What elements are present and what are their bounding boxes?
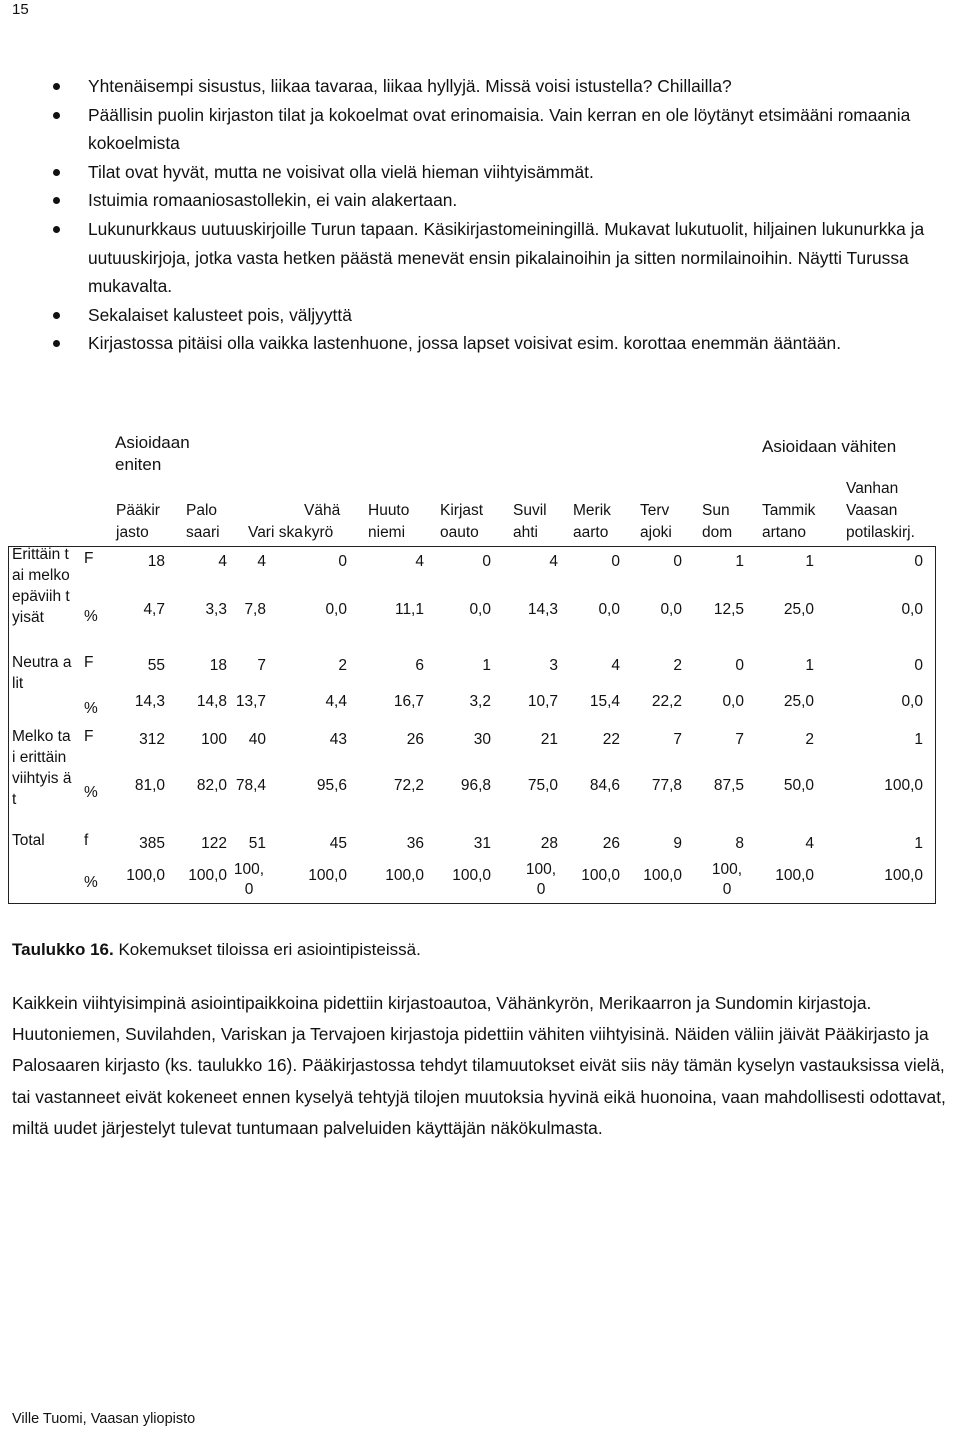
frequency-cell: 100 <box>201 731 227 748</box>
frequency-cell: 9 <box>673 835 682 852</box>
frequency-cell: 0 <box>338 553 347 570</box>
percent-cell: 78,4 <box>235 777 266 794</box>
percent-cell: 100,0 <box>884 867 923 884</box>
percent-cell: 100,0 <box>385 867 424 884</box>
label-least-visited: Asioidaan vähiten <box>762 437 897 456</box>
frequency-cell: 1 <box>805 657 814 674</box>
row-group-label: Erittäin tai melko epäviih tyisät <box>12 546 70 626</box>
caption-number: Taulukko 16. <box>12 940 114 959</box>
frequency-cell: 3 <box>549 657 558 674</box>
bullet-item: Tilat ovat hyvät, mutta ne voisivat olla vielä hieman viihtyisämmät. <box>50 158 950 187</box>
column-header: Suvil ahti <box>513 502 547 541</box>
frequency-cell: 2 <box>805 731 814 748</box>
frequency-cell: 8 <box>735 835 744 852</box>
unit-percent: % <box>84 700 98 717</box>
table-caption <box>12 940 421 960</box>
frequency-cell: 51 <box>248 835 266 852</box>
percent-cell: 25,0 <box>783 601 814 618</box>
body-paragraph: Kaikkein viihtyisimpinä asiointipaikkoina pidettiin kirjastoautoa, Vähänkyrön, Merikaarron ja Sundomin kirjastoja. Huutoniemen, Suvilahden, Variskan ja Tervajoen kirjastoja pidettiin vähiten viihtyisinä. Näiden väliin jäivät Pääkirjasto ja Palosaaren kirjasto (ks. taulukko 16). Pääkirjastossa tehdyt tilamuutokset eivät siis näy tämän kyselyn vastauksissa vielä, tai vastanneet eivät kokeneet ennen kyselyä tehtyjä tilojen muutoksia hyvinä eikä huonoina, vaan mahdollisesti odottavat, miltä uudet järjestelyt tulevat tuntumaan palveluiden käyttäjän näkökulmasta. <box>12 993 946 1138</box>
percent-cell: 100,0 <box>643 867 682 884</box>
column-header: Sun dom <box>702 502 733 541</box>
percent-cell: 100,0 <box>308 867 347 884</box>
percent-cell: 100, 0 <box>233 861 265 898</box>
percent-cell: 100,0 <box>884 777 923 794</box>
frequency-cell: 4 <box>611 657 620 674</box>
experience-table <box>8 424 936 908</box>
frequency-cell: 122 <box>201 835 227 852</box>
percent-cell: 81,0 <box>134 777 165 794</box>
percent-cell: 100, 0 <box>711 861 743 898</box>
row-group-label: Melko tai erittäin viihtyis ät <box>12 728 72 808</box>
percent-cell: 12,5 <box>713 601 744 618</box>
frequency-cell: 0 <box>611 553 620 570</box>
frequency-cell: 312 <box>139 731 165 748</box>
percent-cell: 14,3 <box>134 693 165 710</box>
percent-cell: 16,7 <box>393 693 424 710</box>
frequency-cell: 0 <box>914 657 923 674</box>
percent-cell: 0,0 <box>722 693 744 710</box>
frequency-cell: 4 <box>805 835 814 852</box>
percent-cell: 100,0 <box>452 867 491 884</box>
percent-cell: 3,3 <box>205 601 227 618</box>
bullet-item: Lukunurkkaus uutuuskirjoille Turun tapaan. Käsikirjastomeiningillä. Mukavat lukutuolit, hiljainen lukunurkka ja uutuuskirjoja, jotka vasta hetken päästä menevät ensin pikalainoihin ja sitten normilainoihin. Näytti Turussa mukavalta. <box>50 215 950 301</box>
frequency-cell: 26 <box>406 731 424 748</box>
frequency-cell: 1 <box>914 731 923 748</box>
bullet-item: Yhtenäisempi sisustus, liikaa tavaraa, liikaa hyllyjä. Missä voisi istustella? Chillailla? <box>50 72 950 101</box>
unit-frequency: F <box>84 654 94 671</box>
frequency-cell: 30 <box>473 731 491 748</box>
percent-cell: 0,0 <box>660 601 682 618</box>
unit-frequency: F <box>84 728 94 745</box>
frequency-cell: 385 <box>139 835 165 852</box>
column-header: Huuto niemi <box>368 502 410 541</box>
frequency-cell: 36 <box>406 835 424 852</box>
frequency-cell: 1 <box>735 553 744 570</box>
frequency-cell: 4 <box>218 553 227 570</box>
frequency-cell: 0 <box>735 657 744 674</box>
percent-cell: 72,2 <box>393 777 424 794</box>
frequency-cell: 40 <box>248 731 266 748</box>
percent-cell: 3,2 <box>469 693 491 710</box>
frequency-cell: 2 <box>338 657 347 674</box>
frequency-cell: 2 <box>673 657 682 674</box>
frequency-cell: 6 <box>415 657 424 674</box>
column-header: Vari ska <box>248 524 303 541</box>
percent-cell: 96,8 <box>460 777 491 794</box>
frequency-cell: 26 <box>602 835 620 852</box>
percent-cell: 14,8 <box>196 693 227 710</box>
percent-cell: 100,0 <box>126 867 165 884</box>
frequency-cell: 7 <box>735 731 744 748</box>
frequency-cell: 7 <box>257 657 266 674</box>
bullet-item: Kirjastossa pitäisi olla vaikka lastenhuone, jossa lapset voisivat esim. korottaa enemmän ääntään. <box>50 329 950 358</box>
percent-cell: 82,0 <box>196 777 227 794</box>
column-header: Palo saari <box>186 502 220 541</box>
percent-cell: 84,6 <box>589 777 620 794</box>
frequency-cell: 55 <box>147 657 165 674</box>
frequency-cell: 4 <box>415 553 424 570</box>
percent-cell: 75,0 <box>527 777 558 794</box>
percent-cell: 0,0 <box>469 601 491 618</box>
percent-cell: 4,4 <box>325 693 347 710</box>
frequency-cell: 1 <box>805 553 814 570</box>
unit-percent: % <box>84 784 98 801</box>
column-header: Vähä kyrö <box>304 502 341 541</box>
footer-author: Ville Tuomi, Vaasan yliopisto <box>12 1411 196 1427</box>
frequency-cell: 0 <box>914 553 923 570</box>
percent-cell: 22,2 <box>651 693 682 710</box>
percent-cell: 0,0 <box>325 601 347 618</box>
column-header: Vanhan Vaasan potilaskirj. <box>846 480 915 541</box>
percent-cell: 13,7 <box>235 693 266 710</box>
percent-cell: 95,6 <box>316 777 347 794</box>
frequency-cell: 22 <box>602 731 620 748</box>
column-header: Merik aarto <box>573 502 611 541</box>
unit-frequency: F <box>84 550 94 567</box>
bullet-item: Sekalaiset kalusteet pois, väljyyttä <box>50 301 950 330</box>
percent-cell: 15,4 <box>589 693 620 710</box>
frequency-cell: 1 <box>482 657 491 674</box>
bullet-item: Istuimia romaaniosastollekin, ei vain alakertaan. <box>50 186 950 215</box>
percent-cell: 0,0 <box>598 601 620 618</box>
frequency-cell: 21 <box>540 731 558 748</box>
bullet-item: Päällisin puolin kirjaston tilat ja kokoelmat ovat erinomaisia. Vain kerran en ole löytänyt etsimääni romaania kokoelmista <box>50 101 950 158</box>
frequency-cell: 1 <box>914 835 923 852</box>
column-header: Terv ajoki <box>640 502 672 541</box>
caption-text: Kokemukset tiloissa eri asiointipisteissä. <box>113 940 421 959</box>
frequency-cell: 18 <box>147 553 165 570</box>
percent-cell: 7,8 <box>244 601 266 618</box>
percent-cell: 100,0 <box>775 867 814 884</box>
frequency-cell: 18 <box>209 657 227 674</box>
row-group-label: Neutra alit <box>12 654 72 692</box>
percent-cell: 50,0 <box>783 777 814 794</box>
unit-percent: % <box>84 874 98 891</box>
row-group-label: Total <box>12 832 45 849</box>
percent-cell: 100,0 <box>188 867 227 884</box>
percent-cell: 77,8 <box>651 777 682 794</box>
label-most-visited: Asioidaan eniten <box>115 433 190 474</box>
percent-cell: 0,0 <box>901 693 923 710</box>
frequency-cell: 28 <box>540 835 558 852</box>
percent-cell: 25,0 <box>783 693 814 710</box>
column-header: Tammik artano <box>762 502 816 541</box>
frequency-cell: 0 <box>673 553 682 570</box>
frequency-cell: 7 <box>673 731 682 748</box>
percent-cell: 100,0 <box>581 867 620 884</box>
column-header: Pääkir jasto <box>116 502 160 541</box>
unit-frequency: f <box>84 832 89 849</box>
frequency-cell: 43 <box>329 731 347 748</box>
percent-cell: 14,3 <box>527 601 558 618</box>
frequency-cell: 31 <box>473 835 491 852</box>
frequency-cell: 45 <box>329 835 347 852</box>
frequency-cell: 0 <box>482 553 491 570</box>
frequency-cell: 4 <box>257 553 266 570</box>
unit-percent: % <box>84 608 98 625</box>
percent-cell: 0,0 <box>901 601 923 618</box>
percent-cell: 11,1 <box>394 601 424 618</box>
frequency-cell: 4 <box>549 553 558 570</box>
percent-cell: 4,7 <box>143 601 165 618</box>
feedback-bullet-list <box>50 72 950 358</box>
percent-cell: 100, 0 <box>525 861 557 898</box>
page-number: 15 <box>12 1 29 18</box>
column-header: Kirjast oauto <box>440 502 484 541</box>
percent-cell: 10,7 <box>527 693 558 710</box>
percent-cell: 87,5 <box>713 777 744 794</box>
